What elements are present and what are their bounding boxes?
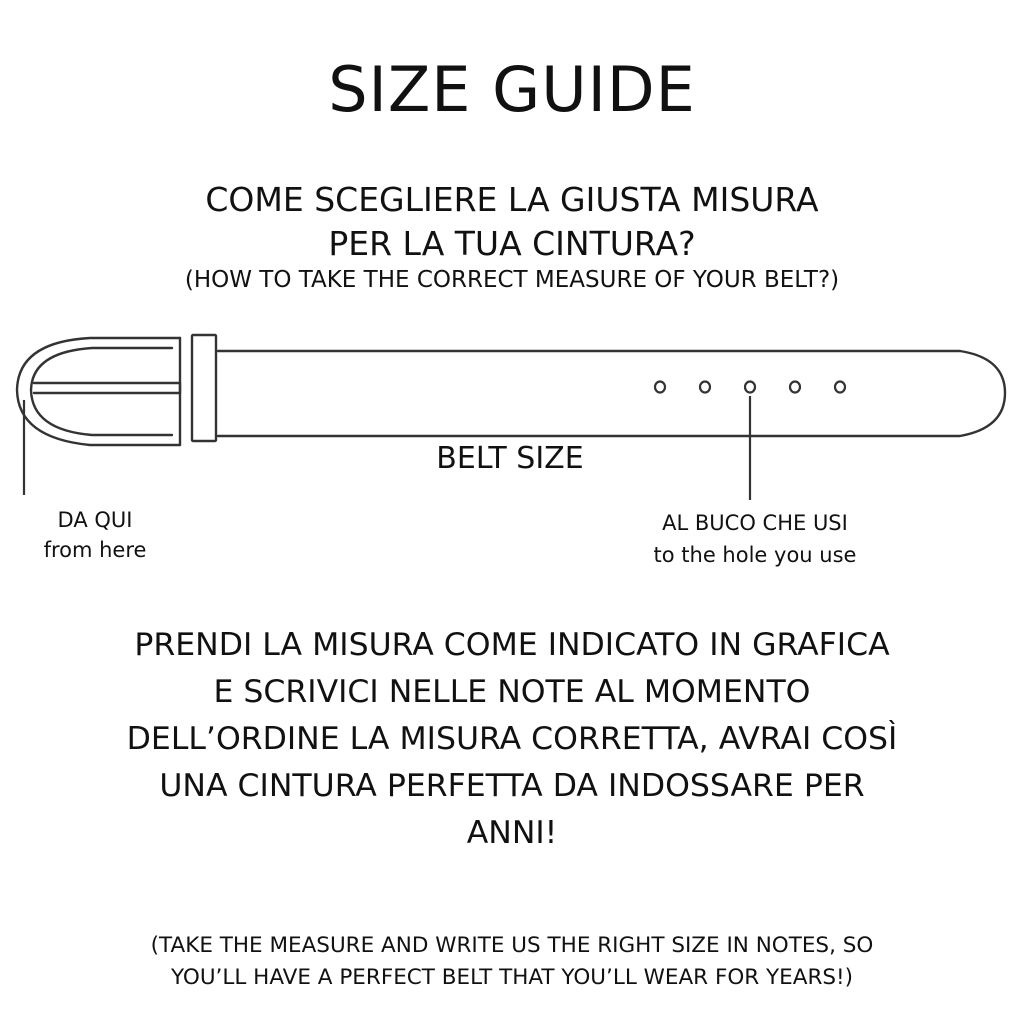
question-italian-line-1: COME SCEGLIERE LA GIUSTA MISURA — [205, 180, 819, 219]
note-line: (TAKE THE MEASURE AND WRITE US THE RIGHT SIZE IN NOTES, SO — [150, 933, 874, 958]
page-title: SIZE GUIDE — [328, 53, 696, 126]
belt-holes — [655, 382, 845, 393]
note-line: YOU’LL HAVE A PERFECT BELT THAT YOU’LL WEAR FOR YEARS!) — [170, 965, 854, 990]
question-italian-line-2: PER LA TUA CINTURA? — [328, 224, 696, 263]
end-label-italian: AL BUCO CHE USI — [662, 511, 848, 535]
buckle-prong — [34, 383, 180, 393]
belt-hole — [700, 382, 710, 393]
english-note — [20, 930, 1004, 994]
belt-hole — [835, 382, 845, 393]
instructions-line: ANNI! — [466, 815, 558, 851]
instructions-text — [30, 622, 994, 857]
instructions-line: UNA CINTURA PERFETTA DA INDOSSARE PER — [159, 768, 865, 804]
start-label-english: from here — [43, 538, 147, 562]
belt-hole — [655, 382, 665, 393]
belt-keeper — [192, 335, 216, 441]
start-label-italian: DA QUI — [57, 508, 133, 532]
instructions-line: E SCRIVICI NELLE NOTE AL MOMENTO — [213, 674, 811, 710]
buckle-frame-inner — [31, 348, 172, 435]
belt-hole — [790, 382, 800, 393]
instructions-line: PRENDI LA MISURA COME INDICATO IN GRAFICA — [134, 627, 890, 663]
belt-strap — [218, 351, 1005, 436]
belt-diagram — [0, 320, 1024, 520]
belt-hole — [745, 382, 755, 393]
question-english: (HOW TO TAKE THE CORRECT MEASURE OF YOUR BELT?) — [184, 267, 840, 293]
belt-size-label: BELT SIZE — [436, 441, 584, 476]
buckle-frame-outer — [17, 338, 180, 445]
end-label-english: to the hole you use — [653, 543, 857, 567]
instructions-line: DELL’ORDINE LA MISURA CORRETTA, AVRAI COSÌ — [126, 721, 898, 757]
